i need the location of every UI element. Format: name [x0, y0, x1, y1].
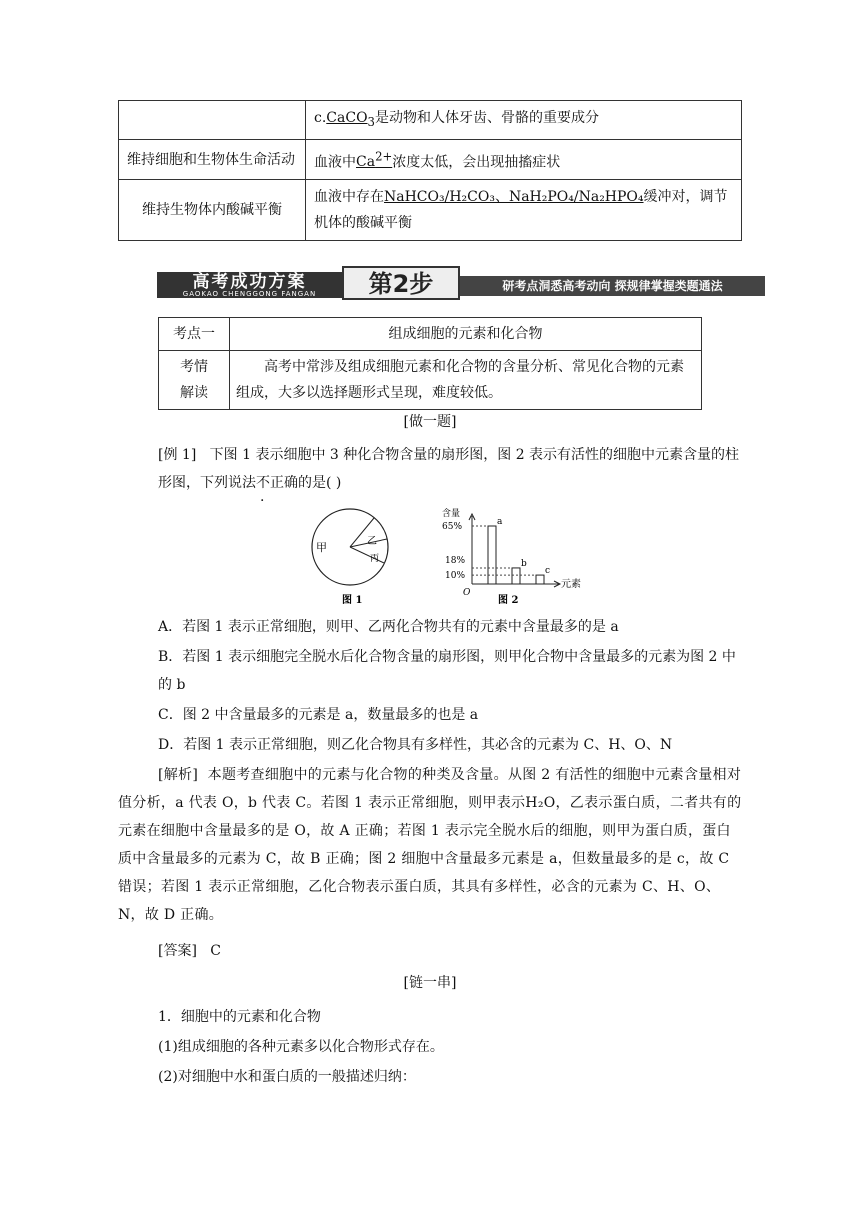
kaodian-label: 考点一 — [159, 318, 230, 351]
table-row — [119, 101, 742, 140]
table-row — [119, 139, 742, 180]
bar-label: a — [497, 517, 503, 527]
banner-title: 高考成功方案 — [157, 272, 342, 298]
fig2-caption: 图 2 — [498, 595, 519, 606]
element-function-table — [118, 100, 742, 241]
tick-label: 18% — [445, 556, 466, 566]
bar-b — [512, 568, 520, 584]
pie-label-yi: 乙 — [367, 536, 377, 547]
pie-figure — [300, 502, 400, 607]
analysis: [解析] 本题考查细胞中的元素与化合物的种类及含量。从图 2 有活性的细胞中元素含量相对值分析，a 代表 O，b 代表 C。若图 1 表示正常细胞，则甲表示H₂O，乙表示蛋白质，二者共有的元素在细胞中含量最多的是 O，故 A 正确；若图 1 表示完全脱水后的细胞，则甲为蛋白质，蛋白质中含量最多的元素为 C，故 B 正确；图 2 细胞中含量最多元素是 a，但数量最多的是 c，故 C 错误；若图 1 表示正常细胞，乙化合物表示蛋白质，其具有多样性，必含的元素为 C、H、O、N，故 D 正确。 — [118, 767, 742, 923]
tick-label: 10% — [445, 571, 466, 581]
table-cell-left — [119, 101, 306, 140]
option-b: B．若图 1 表示细胞完全脱水后化合物含量的扇形图，则甲化合物中含量最多的元素为图 2 中的 b — [158, 649, 736, 693]
option-a: A．若图 1 表示正常细胞，则甲、乙两化合物共有的元素中含量最多的是 a — [158, 619, 619, 635]
bar-label: b — [521, 558, 527, 569]
table-row — [159, 351, 702, 410]
banner-slogan: 研考点洞悉高考动向 探规律掌握类题通法 — [460, 276, 765, 296]
chart-origin: O — [463, 588, 471, 598]
kaodian-table — [158, 317, 702, 410]
table-row — [119, 180, 742, 241]
banner-pinyin: GAOKAO CHENGGONG FANGAN — [182, 290, 317, 298]
bar-label: c — [545, 566, 551, 577]
section-banner — [157, 266, 765, 302]
answer: [答案] C — [158, 943, 222, 959]
section-do: [做一题] — [403, 414, 457, 430]
table-row — [159, 318, 702, 351]
option-d: D．若图 1 表示正常细胞，则乙化合物具有多样性，其必含的元素为 C、H、O、N — [158, 737, 673, 753]
banner-part: 第2步 — [342, 266, 460, 300]
table-cell-right: 血液中存在NaHCO₃/H₂CO₃、NaH₂PO₄/Na₂HPO₄缓冲对，调节机体的酸碱平衡 — [306, 180, 742, 241]
kaodian-sub-label: 考情 解读 — [159, 351, 230, 410]
kaodian-title: 组成细胞的元素和化合物 — [230, 318, 702, 351]
bar-chart — [432, 502, 592, 607]
table-cell-right: c.CaCO$_3$是动物和人体牙齿、骨骼的重要成分 — [306, 101, 742, 140]
chart-xlabel: 元素 — [561, 579, 581, 590]
table-cell-right: 血液中$Ca^{2+}$浓度太低，会出现抽搐症状 — [306, 139, 742, 180]
chart-ylabel: 含量 — [442, 509, 461, 519]
table-cell-left: 维持细胞和生物体生命活动 — [119, 139, 306, 180]
kaodian-text: 高考中常涉及组成细胞元素和化合物的含量分析、常见化合物的元素组成，大多以选择题形式呈现，难度较低。 — [230, 351, 702, 410]
chain-item: (1)组成细胞的各种元素多以化合物形式存在。 — [158, 1039, 444, 1055]
fig1-caption: 图 1 — [342, 595, 363, 606]
tick-label: 65% — [442, 522, 463, 532]
option-c: C．图 2 中含量最多的元素是 a，数量最多的也是 a — [158, 707, 479, 723]
pie-label-jia: 甲 — [316, 541, 327, 554]
pie-label-bing: 丙 — [370, 554, 380, 564]
bar-c — [536, 575, 544, 584]
section-chain: [链一串] — [403, 975, 457, 991]
chain-item: (2)对细胞中水和蛋白质的一般描述归纳： — [158, 1069, 416, 1085]
table-cell-left: 维持生物体内酸碱平衡 — [119, 180, 306, 241]
example-stem: [例 1] 下图 1 表示细胞中 3 种化合物含量的扇形图，图 2 表示有活性的细胞中元素含量的柱形图，下列说法不正确的是( ) — [158, 447, 740, 491]
chain-item: 1．细胞中的元素和化合物 — [158, 1009, 321, 1025]
